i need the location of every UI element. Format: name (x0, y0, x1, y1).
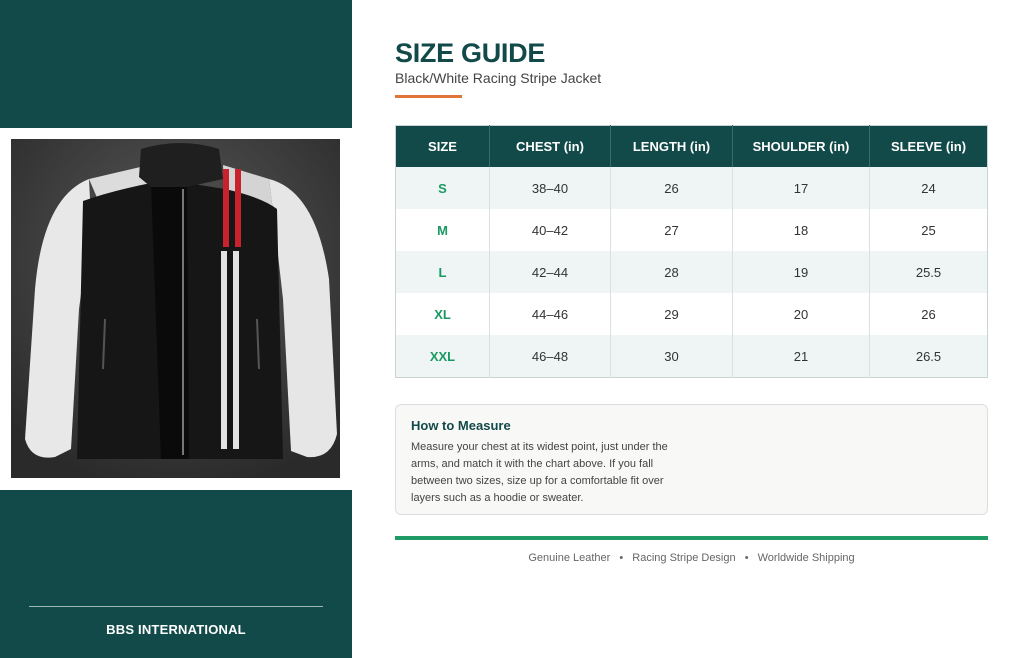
table-row (396, 293, 988, 335)
how-to-measure-title: How to Measure (411, 418, 511, 433)
size-cell: L (396, 251, 490, 293)
chest-cell: 42–44 (490, 251, 611, 293)
shoulder-cell: 19 (733, 251, 870, 293)
size-table-header (396, 126, 988, 168)
header-chest: CHEST (in) (490, 126, 611, 168)
separator-dot: • (619, 552, 624, 564)
feature-footer (395, 552, 988, 564)
chest-cell: 44–46 (490, 293, 611, 335)
table-row (396, 167, 988, 209)
product-photo-frame (0, 128, 352, 490)
product-photo (11, 139, 340, 478)
size-cell: S (396, 167, 490, 209)
chest-cell: 46–48 (490, 335, 611, 378)
length-cell: 26 (611, 167, 733, 209)
size-cell: XXL (396, 335, 490, 378)
header-shoulder: SHOULDER (in) (733, 126, 870, 168)
shoulder-cell: 17 (733, 167, 870, 209)
table-row (396, 209, 988, 251)
length-cell: 28 (611, 251, 733, 293)
separator-dot: • (744, 552, 749, 564)
size-cell: XL (396, 293, 490, 335)
length-cell: 29 (611, 293, 733, 335)
feature-shipping: Worldwide Shipping (757, 552, 855, 564)
length-cell: 30 (611, 335, 733, 378)
feature-leather: Genuine Leather (528, 552, 611, 564)
sleeve-cell: 25 (921, 222, 936, 238)
chest-cell: 40–42 (490, 209, 611, 251)
left-panel (0, 0, 352, 658)
footer-divider (395, 536, 988, 540)
page-title: SIZE GUIDE (395, 38, 546, 68)
length-cell: 27 (611, 209, 733, 251)
how-to-measure-box (395, 404, 988, 515)
shoulder-cell: 18 (733, 209, 870, 251)
brand-name: BBS INTERNATIONAL (106, 622, 246, 637)
sleeve-cell: 25.5 (870, 251, 988, 293)
table-row (396, 251, 988, 293)
how-to-measure-text: Measure your chest at its widest point, just under the arms, and match it with the chart above. If you fall between two sizes, size up for a comfortable fit over layers such as a hoodie or sweater. (411, 441, 668, 504)
shoulder-cell: 20 (733, 293, 870, 335)
title-accent-bar (395, 95, 462, 98)
table-row (396, 335, 988, 378)
size-table (395, 125, 988, 378)
product-name: Black/White Racing Stripe Jacket (395, 70, 602, 86)
sleeve-cell: 26.5 (870, 335, 988, 378)
header-size: SIZE (396, 126, 490, 168)
sleeve-cell: 24 (870, 167, 988, 209)
header-sleeve: SLEEVE (in) (870, 126, 988, 168)
size-guide-panel (352, 0, 1024, 658)
shoulder-cell: 21 (733, 335, 870, 378)
size-cell: M (396, 209, 490, 251)
header-length: LENGTH (in) (611, 126, 733, 168)
chest-cell: 38–40 (490, 167, 611, 209)
brand-divider (29, 606, 323, 607)
feature-stripe: Racing Stripe Design (632, 552, 736, 564)
sleeve-cell: 26 (921, 306, 936, 322)
